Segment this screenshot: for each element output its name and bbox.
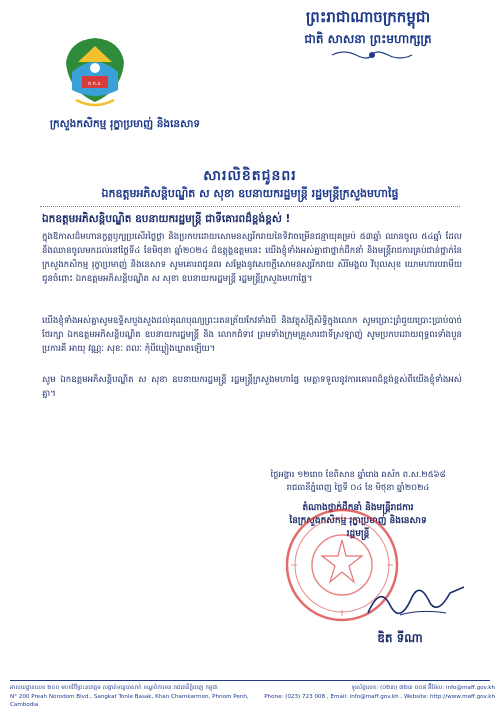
body-paragraph-3: សូម ឯកឧត្តមអភិសន្តិបណ្ឌិត ស សុខា ឧបនាយករដ្ឋមន្ត្រី រដ្ឋមន្ត្រីក្រសួងមហាផ្ទៃ មេត្តាទទួលនូវការគោរពដ៏ខ្ពង់ខ្ពស់ពីយើងខ្ញុំទាំងអស់គ្នា។ [42, 375, 462, 399]
signoff-line-1: តំណាងថ្នាក់ដឹកនាំ និងមន្ត្រីរាជការ [302, 503, 414, 513]
footer-address-km: អាសយដ្ឋានលេខ ២០០ មហាវិថីព្រះនរោត្តម សង្កាត់ទន្លេបាសាក់ ខណ្ឌចំការមន រាជធានីភ្នំពេញ កម្ពុជា [10, 685, 218, 691]
body-paragraph-1: ក្នុងឱកាសដ៏មហានក្ខត្តឫក្សប្រសើរថ្លៃថ្លា និងប្រកបដោយសោមនស្សរីករាយនៃទិវាចម្រើនជន្មាយុគម្រប់ ៥៣ឆ្នាំ ឈានចូល ៥៤ឆ្នាំ ដែលនឹងឈានចូលមកដល់នៅថ្ងៃទី៤ ខែមិថុនា ឆ្នាំ២០២៤ ដ៏ឧត្តុង្គឧត្តមនេះ យើងខ្ញុំទាំងអស់គ្នាជាថ្នាក់ដឹកនាំ និងមន្ត្រីរាជការគ្រប់ជាន់ថ្នាក់នៃក្រសួងកសិកម្ម រុក្ខាប្រមាញ់ និងនេសាទ សូមគោរពជូនពរ សម្ដែងនូវសេចក្ដីសោមនស្សរីករាយ សិរីមង្គល វិបុលសុខ ឃោមហារបរាមីយ ជូនចំពោះ ឯកឧត្តមអភិសន្តិបណ្ឌិត ស សុខា ឧបនាយករដ្ឋមន្ត្រី រដ្ឋមន្ត្រីក្រសួងមហាផ្ទៃ។ [42, 232, 462, 284]
body-paragraph-2: យើងខ្ញុំទាំងអស់គ្នាសូមឧទ្ទិសបួងសួងដល់គុណបុណ្យព្រះរតនត្រ័យកែវទាំងបី និងវត្ថុស័ក្តិសិទ្ធិក្នុងលោក សូមប្រោះព្រំជួយប្រោះប្រាប់បាច់ថែរក្សា ឯកឧត្តមអភិសន្តិបណ្ឌិត ឧបនាយករដ្ឋមន្ត្រី និង លោកជំទាវ ព្រមទាំងក្រុមគ្រួសារជាទីស្រឡាញ់ សូមប្រកបដោយពុទ្ធពរទាំងបួនប្រការគឺ អាយុ វណ្ណៈ សុខៈ ពលៈ កុំបីឃ្លៀងឃ្លាតឡើយ។ [42, 316, 462, 354]
ministry-emblem-icon [58, 32, 132, 112]
solar-date: រាជធានីភ្នំពេញ ថ្ងៃទី ០៤ ខែ មិថុនា ឆ្នាំ២០២៤ [286, 482, 430, 492]
emblem-label: គ.ក.ន. [87, 81, 103, 87]
dateline [238, 468, 478, 494]
footer-divider [10, 680, 490, 681]
footer-address-en: N° 200 Preah Norodom Blvd., Sangkat Tonle Basak, Khan Chamkarmon, Phnom Penh, Cambodia [10, 694, 249, 708]
ornament-divider-icon [330, 48, 414, 62]
letter-recipient: ឯកឧត្តមអភិសន្តិបណ្ឌិត ស សុខា ឧបនាយករដ្ឋមន្ត្រី រដ្ឋមន្ត្រីក្រសួងមហាផ្ទៃ [101, 187, 399, 200]
ministry-name: ក្រសួងកសិកម្ម រុក្ខាប្រមាញ់ និងនេសាទ [49, 118, 201, 130]
signoff-line-2: នៃក្រសួងកសិកម្ម រុក្ខាប្រមាញ់ និងនេសាទ [289, 516, 427, 526]
salutation: ឯកឧត្តមអភិសន្តិបណ្ឌិត ឧបនាយករដ្ឋមន្ត្រី ជាទីគោរពដ៏ខ្ពង់ខ្ពស់ ! [42, 213, 291, 225]
kingdom-heading: ព្រះរាជាណាចក្រកម្ពុជា [305, 8, 431, 26]
footer-contact-en: Phone: (023) 723 008 , Email: info@maff.gov.kh , Website: http://www.maff.gov.kh [264, 694, 495, 700]
footer-contact-km: ទូរស័ព្ទលេខ: (០២៣) ៧២៣ ០០៨ អ៊ីម៉ែល: info@maff.gov.kh [351, 685, 495, 691]
national-motto: ជាតិ សាសនា ព្រះមហាក្សត្រ [304, 32, 432, 46]
handwritten-signature-icon [360, 575, 470, 625]
lunar-date: ថ្ងៃអង្គារ ១២រោច ខែពិសាខ ឆ្នាំរោង ឆស័ក ព.ស.២៥៦៨ [270, 469, 446, 479]
title-divider [40, 206, 460, 208]
signoff-line-3: រដ្ឋមន្ត្រី [346, 529, 370, 539]
letter-title: សារលិខិតជូនពរ [203, 168, 297, 184]
signer-name: ឌិត ទីណា [377, 631, 423, 645]
